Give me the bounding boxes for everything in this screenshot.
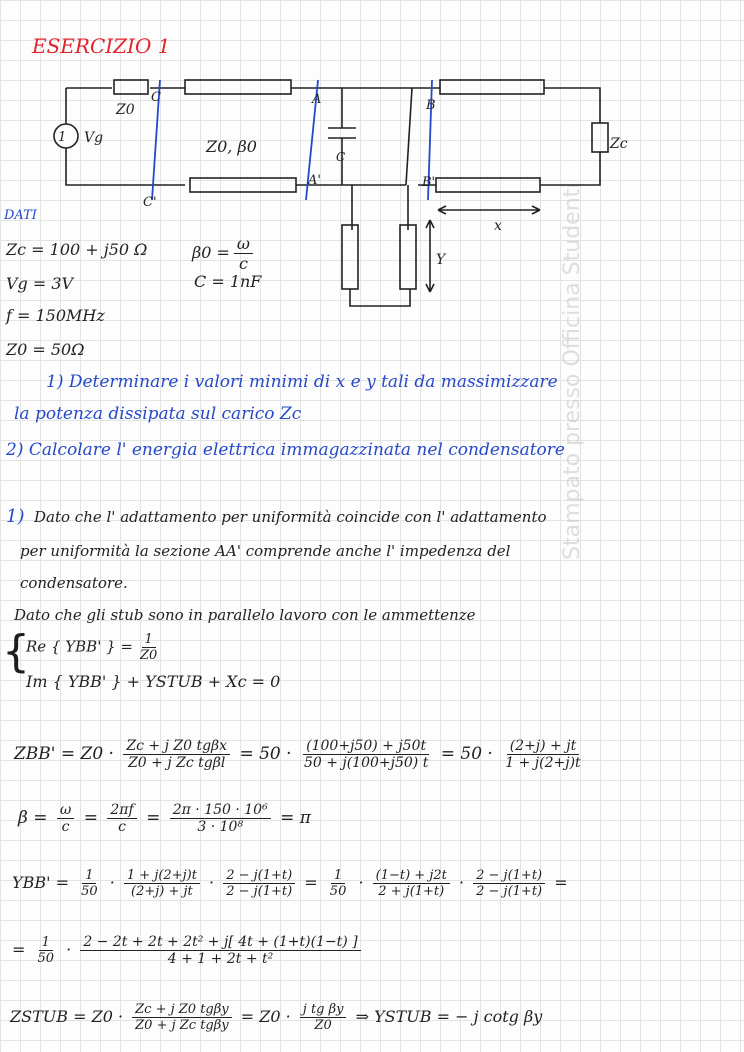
- equation-im: Im { YBB' } + YSTUB + Xc = 0: [26, 672, 281, 691]
- question-1-line-2: la potenza dissipata sul carico Zc: [14, 404, 302, 424]
- node-c-prime-label: C': [143, 195, 157, 210]
- line-top-conductor: [185, 80, 291, 94]
- question-2: 2) Calcolare l' energia elettrica immagazzinata nel condensatore: [6, 440, 565, 460]
- capacitor-label: C: [336, 150, 346, 164]
- capacitor-icon: [328, 88, 356, 185]
- given-heading: DATI: [4, 208, 37, 223]
- load-impedance-icon: [592, 123, 608, 152]
- solution-p1-line-2: per uniformità la sezione AA' comprende anche l' impedenza del: [20, 542, 511, 560]
- source-inner-label: 1: [58, 130, 67, 145]
- given-f: f = 150MHz: [6, 306, 105, 325]
- stub-right-conductor: [400, 225, 416, 289]
- given-beta0: β0 = $\frac{\omega}{c}$: [192, 234, 257, 273]
- dimension-y: [426, 220, 434, 292]
- given-capacitance: C = 1nF: [194, 272, 262, 291]
- given-z0: Z0 = 50Ω: [6, 340, 85, 359]
- dimension-x-label: x: [494, 218, 502, 234]
- node-a-label: A: [312, 92, 322, 107]
- zbb-equation: ZBB' = Z0 · $\frac{\text{Zc + j Z0 tgβx}}{\text{Z0 + j Zc tgβl}}$ = 50 · $\frac{(100+j50) + j50t}{50 + j(100+j50) t}$ = 50 · $\frac{(2+j) + jt}{1 + j(2+j)t}$: [14, 738, 581, 771]
- node-a-prime-label: A': [308, 173, 321, 188]
- node-b-label: B: [426, 98, 436, 113]
- node-c-label: C: [151, 90, 161, 105]
- ybb-equation: YBB' = $\frac{1}{50}$ · $\frac{1 + j(2+j)t}{(2+j) + jt}$ · $\frac{2 - j(1+t)}{2 - j(1+t)}$ = $\frac{1}{50}$ · $\frac{(1-t) + j2t}{2 + j(1+t)}$ · $\frac{2 - j(1+t)}{2 - j(1+t)}$ =: [12, 868, 568, 899]
- series-z0-label: Z0: [116, 102, 135, 118]
- equation-re: Re { YBB' } = $\frac{1}{Z0}$: [26, 632, 158, 663]
- source-label: Vg: [84, 130, 104, 146]
- solution-marker: 1): [6, 506, 25, 527]
- zstub-equation: ZSTUB = Z0 · $\frac{\text{Zc + j Z0 tgβy}}{\text{Z0 + j Zc tgβy}}$ = Z0 · $\frac{\text{j tg βy}}{Z0}$ ⇒ YSTUB = − j cotg βy: [10, 1002, 543, 1033]
- dimension-y-label: Y: [436, 252, 446, 268]
- stub-left-conductor: [342, 225, 358, 289]
- load-label: Zc: [610, 136, 628, 152]
- line-param-label: Z0, β0: [206, 137, 257, 156]
- series-resistor-icon: [114, 80, 148, 94]
- beta-equation: β = $\frac{\omega}{c}$ = $\frac{2\pi f}{c}$ = $\frac{\text{2π · 150 · 10⁶}}{\text{3 · 10⁸}}$ = π: [18, 802, 311, 835]
- circuit-diagram: [0, 60, 744, 320]
- solution-p1-line-3: condensatore.: [20, 574, 128, 592]
- given-vg: Vg = 3V: [6, 274, 74, 293]
- ybb-expanded-equation: = $\frac{1}{50}$ · $\frac{\text{2 − 2t + 2t + 2t² + j[ 4t + (1+t)(1−t) ]}}{\text{4 + 1 + 2t + t²}}$: [12, 934, 365, 967]
- question-1-line-1: 1) Determinare i valori minimi di x e y tali da massimizzare: [46, 372, 558, 392]
- node-b-prime-label: B': [422, 175, 436, 190]
- right-line-top: [440, 80, 544, 94]
- watermark: Stampato presso Officina Studenti: [560, 182, 585, 560]
- solution-p1-line-1: Dato che l' adattamento per uniformità coincide con l' adattamento: [34, 508, 547, 526]
- dimension-x: [438, 206, 540, 214]
- given-zc: Zc = 100 + j50 Ω: [6, 240, 148, 259]
- exercise-title: ESERCIZIO 1: [32, 34, 171, 58]
- system-brace: {: [2, 626, 30, 677]
- line-bottom-conductor: [190, 178, 296, 192]
- solution-p2: Dato che gli stub sono in parallelo lavoro con le ammettenze: [14, 606, 476, 624]
- right-line-bottom: [436, 178, 540, 192]
